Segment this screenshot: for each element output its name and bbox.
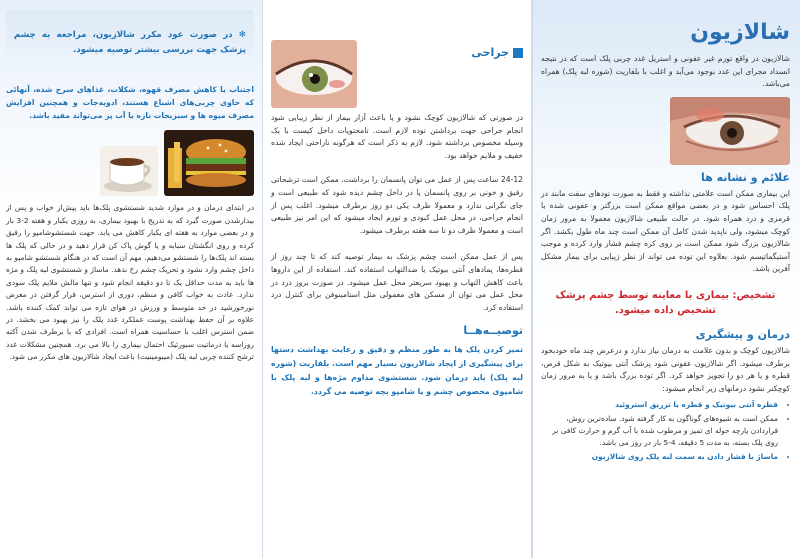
column-divider	[531, 0, 533, 558]
recommendations-heading: توصیــه‌هــا	[463, 324, 523, 338]
square-bullet-icon	[513, 48, 523, 58]
surgery-text-3: پس از عمل ممکن است چشم پزشک به بیمار توصیه کند که تا چند روز از قطره‌ها، پمادهای آنتی بیوتیک یا ضدالتهاب استفاده کند. استفاده از این داروها باعث کاهش التهاب و بهبود سریعتر محل عمل میشود. در صورت بروز درد در محل عمل می توان از مسکن های معمولی مثل استامینوفن برای کنترل درد استفاده کرد.	[271, 252, 523, 312]
signs-heading: علائم و نشانه ها	[701, 170, 790, 184]
surgery-text-2: 24-12 ساعت پس از عمل می توان پانسمان را برداشت. ممکن است ترشحاتی رقیق و خونی بر روی پانسمان یا در داخل چشم دیده شود که طبیعی است و جای نگرانی ندارد و معمولا ظرف یکی دو روز برطرف میشود. اغلب پس از انجام جراحی، در محل عمل کبودی و تورم ایجاد میشود که این امر نیز طبیعی است و معمولا ظرف دو تا سه هفته برطرف میشود.	[271, 175, 523, 235]
burger-fries-photo	[164, 130, 254, 196]
treatment-text: شالازیون کوچک و بدون علامت به درمان نیاز ندارد و درعرض چند ماه خودبخود برطرف میشود. اگر شالازیون عفونی شود پزشک آنتی بیوتیک به شکل قرص، قطره و یا هر دو را تجویز خواهد کرد. اگر توده بزرگ باشد و یا به مرور زمان کوچکتر نشود درمانهای زیر انجام میشود:	[541, 345, 790, 393]
treatment-item: • ممکن است به شیوه‌های گوناگون به کار گرفته شود. ساده‌ترین روش، قراردادن پارچه حوله ای تمیز و مرطوب شده با آب گرم و حرارت کافی بر روی پلک بسته، به مدت 5 دقیقه، 4-5 بار در روز می باشد.	[541, 413, 778, 449]
coffee-cup-photo	[100, 146, 158, 196]
signs-text: این بیماری ممکن است علامتی نداشته و فقط به صورت تودهای سفت مانند در پلک احساس شود و در بعضی مواقع ممکن است بزرگتر و عفونی شده یا قرمزی و درد همراه شود. در حالت طبیعی شالازیون معمولا به مرور زمان کوچک میشود، ولی ناپدید شدن کامل آن ممکن است چند ماه طول بکشد. اگر شالازیون بزرگ شود ممکن است بر روی کره چشم فشار وارد کرده و موجب آستیگماتیسم شود. بعلاوه این توده می تواند از نظر زیبایی برای بیمار مشکل آفرین باشد.	[541, 188, 790, 274]
treatment-heading: درمان و پیشگیری	[695, 327, 790, 341]
treatment-item: • قطره آنتی بیوتیک و قطره یا تزریق استروئید	[541, 399, 778, 411]
recommendations-text: تمیز کردن پلک ها به طور منظم و دقیق و رعایت بهداشت دستها برای پیشگیری از ایجاد شالازیون بسیار مهم است. بلفاریت (شوره لبه پلک) باید درمان شود. شستشوی مداوم مژه‌ها و لبه پلک با شامپوی مخصوص چشم و یا شامپو بچه توصیه می گردد.	[271, 345, 523, 397]
asterisk-icon: ✻	[232, 30, 246, 40]
surgery-heading-row	[357, 46, 523, 59]
diet-text: اجتناب یا کاهش مصرف قهوه، شکلات، غذاهای سرخ شده، آنهائی که حاوی چربی‌های اشباع هستند، ادویه‌جات و همچنین افزایش مصرف میوه ها و سبزیجات تازه یا آب پز می‌تواند مفید باشد.	[6, 85, 254, 120]
eye-chalazion-photo	[670, 97, 790, 165]
therapy-text: در ابتدای درمان و در موارد شدید شستشوی پلک‌ها باید پیش‌از خواب و پس از بیدارشدن صورت گیرد که به تدریج با بهبود بیماری، به روزی یکبار و هفته 2-3 بار و در بعضی موارد به هفته ای یکبار کاهش می یابد. جهت شستشوشامپو را رقیق کرده و روی انگشتان سبابه و یا گوش پاک کن قرار دهید و در حالی که پلک ها بسته اند پلک‌ها را شستشو می‌دهیم. مهم آن است که در هنگام شستشو شامپو به داخل چشم وارد نشود و تحریک چشم رخ ندهد. ماساژ و شستشوی لبه پلک و مژه ها باید به مدت حداقل یک تا دو دقیقه انجام شود و تنها مالش ملایم پلک سودی ندارد. عادت به خواب کافی و منظم، دوری از استرس، قرار گرفتن در معرض نورخورشید در حد متوسط و ورزش در هوای تازه می تواند کمک کننده باشد. علاوه بر آن حفظ بهداشت پوست عملکرد غدد پلک را نیز بهبود می بخشد. در ضمن استرس اغلب با حساسیت همراه است. افرادی که با برطرف شدن آکنه روزاسه یا درماتیت سبورئیک احتمال بیماری را بالا می برد. همچنین مشکلات غدد ترشح کننده چربی لبه پلک (میبومینیت) باعث ایجاد شالازیون های مکرر می شود.	[6, 203, 254, 362]
page-title: شالازیون	[690, 20, 790, 45]
column-right	[533, 0, 800, 558]
recurrence-text: ✻ در صورت عود مکرر شالازیون، مراجعه به چشم پزشک جهت بررسی بیشتر توصیه میشود.	[14, 30, 246, 55]
column-left	[0, 0, 262, 558]
food-images	[6, 130, 254, 196]
diagnosis-note: تشخیص: بیماری با معاینه توسط چشم پزشک تشخیص داده میشود.	[555, 289, 776, 316]
treatment-item: • ماساژ با فشار دادن به سمت لبه پلک روی شالازیون	[541, 451, 778, 463]
recurrence-box	[6, 10, 254, 68]
treatment-list	[541, 399, 790, 463]
eye-closeup-photo	[271, 40, 357, 108]
intro-text: شالازیون در واقع تورم غیر عفونی و استریل غدد چربی پلک است که در نتیجه انسداد مجرای این غدد بوجود می‌آید و اغلب با بلفاریت (شوره لبه پلک) همراه می‌باشد.	[541, 54, 790, 89]
column-middle	[263, 0, 531, 558]
surgery-heading: جراحی	[471, 46, 509, 59]
surgery-text-1: در صورتی که شالازیون کوچک نشود و یا باعث آزار بیمار از نظر زیبایی شود انجام جراحی جهت برداشتن توده لازم است. تامحتویات داخل کیست با یک وسیله مخصوص برداشته شود. لازم به ذکر است که هرگونه ناراحتی ایجاد شده خفیف و ملایم خواهد بود.	[271, 113, 523, 160]
